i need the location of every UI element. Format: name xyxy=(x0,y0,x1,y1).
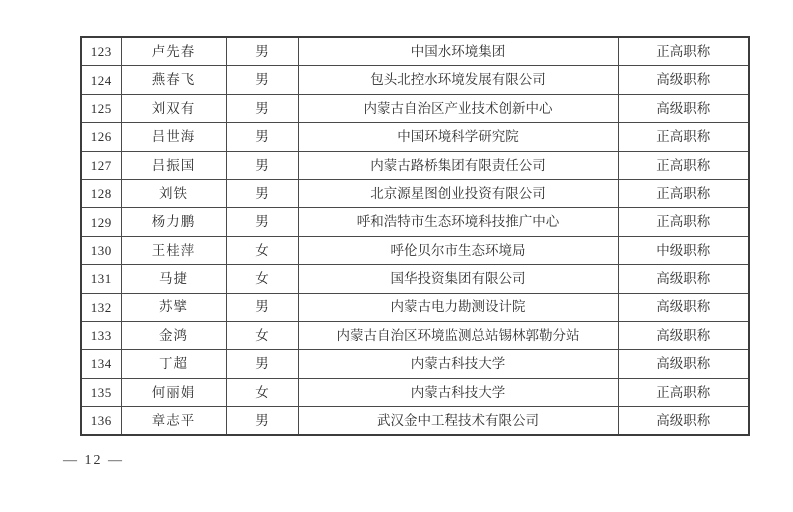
cell-organization: 内蒙古路桥集团有限责任公司 xyxy=(298,151,618,179)
cell-organization: 中国水环境集团 xyxy=(298,37,618,66)
cell-name: 丁超 xyxy=(121,350,226,378)
cell-title: 正高职称 xyxy=(618,378,749,406)
table-row xyxy=(81,378,749,406)
cell-gender: 女 xyxy=(226,321,298,349)
table-row xyxy=(81,151,749,179)
cell-title: 高级职称 xyxy=(618,293,749,321)
cell-gender: 女 xyxy=(226,236,298,264)
cell-gender: 男 xyxy=(226,37,298,66)
cell-index: 126 xyxy=(81,123,121,151)
cell-name: 刘双有 xyxy=(121,94,226,122)
cell-gender: 女 xyxy=(226,265,298,293)
cell-gender: 男 xyxy=(226,350,298,378)
cell-index: 132 xyxy=(81,293,121,321)
cell-name: 王桂萍 xyxy=(121,236,226,264)
cell-title: 中级职称 xyxy=(618,236,749,264)
table-row xyxy=(81,407,749,436)
personnel-table-body xyxy=(81,37,749,435)
cell-gender: 男 xyxy=(226,123,298,151)
cell-organization: 北京源星图创业投资有限公司 xyxy=(298,179,618,207)
cell-title: 高级职称 xyxy=(618,407,749,436)
cell-name: 刘铁 xyxy=(121,179,226,207)
cell-organization: 中国环境科学研究院 xyxy=(298,123,618,151)
cell-organization: 内蒙古科技大学 xyxy=(298,378,618,406)
cell-gender: 男 xyxy=(226,66,298,94)
cell-organization: 内蒙古科技大学 xyxy=(298,350,618,378)
cell-index: 128 xyxy=(81,179,121,207)
table-row xyxy=(81,208,749,236)
cell-index: 129 xyxy=(81,208,121,236)
cell-index: 130 xyxy=(81,236,121,264)
cell-index: 124 xyxy=(81,66,121,94)
cell-title: 高级职称 xyxy=(618,321,749,349)
cell-title: 正高职称 xyxy=(618,151,749,179)
table-row xyxy=(81,94,749,122)
cell-name: 吕振国 xyxy=(121,151,226,179)
cell-organization: 包头北控水环境发展有限公司 xyxy=(298,66,618,94)
cell-organization: 内蒙古自治区产业技术创新中心 xyxy=(298,94,618,122)
cell-index: 127 xyxy=(81,151,121,179)
cell-organization: 呼和浩特市生态环境科技推广中心 xyxy=(298,208,618,236)
cell-gender: 男 xyxy=(226,293,298,321)
cell-gender: 男 xyxy=(226,94,298,122)
cell-name: 燕春飞 xyxy=(121,66,226,94)
cell-name: 马捷 xyxy=(121,265,226,293)
cell-index: 134 xyxy=(81,350,121,378)
table-row xyxy=(81,179,749,207)
table-row xyxy=(81,66,749,94)
cell-index: 135 xyxy=(81,378,121,406)
cell-gender: 男 xyxy=(226,407,298,436)
cell-index: 133 xyxy=(81,321,121,349)
cell-title: 高级职称 xyxy=(618,66,749,94)
table-row xyxy=(81,265,749,293)
cell-name: 吕世海 xyxy=(121,123,226,151)
cell-name: 卢先春 xyxy=(121,37,226,66)
cell-gender: 男 xyxy=(226,208,298,236)
cell-gender: 女 xyxy=(226,378,298,406)
cell-name: 何丽娟 xyxy=(121,378,226,406)
cell-title: 正高职称 xyxy=(618,37,749,66)
cell-index: 125 xyxy=(81,94,121,122)
table-row xyxy=(81,293,749,321)
cell-name: 章志平 xyxy=(121,407,226,436)
cell-index: 123 xyxy=(81,37,121,66)
table-row xyxy=(81,37,749,66)
cell-organization: 武汉金中工程技术有限公司 xyxy=(298,407,618,436)
cell-organization: 国华投资集团有限公司 xyxy=(298,265,618,293)
page-number: — 12 — xyxy=(63,453,124,468)
table-row xyxy=(81,236,749,264)
cell-title: 高级职称 xyxy=(618,265,749,293)
cell-title: 正高职称 xyxy=(618,179,749,207)
cell-gender: 男 xyxy=(226,179,298,207)
cell-index: 136 xyxy=(81,407,121,436)
cell-title: 高级职称 xyxy=(618,350,749,378)
cell-name: 苏擘 xyxy=(121,293,226,321)
personnel-table xyxy=(80,36,750,436)
table-row xyxy=(81,350,749,378)
cell-title: 正高职称 xyxy=(618,123,749,151)
cell-name: 杨力鹏 xyxy=(121,208,226,236)
cell-index: 131 xyxy=(81,265,121,293)
table-row xyxy=(81,321,749,349)
cell-title: 正高职称 xyxy=(618,208,749,236)
cell-title: 高级职称 xyxy=(618,94,749,122)
cell-organization: 呼伦贝尔市生态环境局 xyxy=(298,236,618,264)
cell-gender: 男 xyxy=(226,151,298,179)
cell-organization: 内蒙古电力勘测设计院 xyxy=(298,293,618,321)
table-row xyxy=(81,123,749,151)
cell-name: 金鸿 xyxy=(121,321,226,349)
cell-organization: 内蒙古自治区环境监测总站锡林郭勒分站 xyxy=(298,321,618,349)
